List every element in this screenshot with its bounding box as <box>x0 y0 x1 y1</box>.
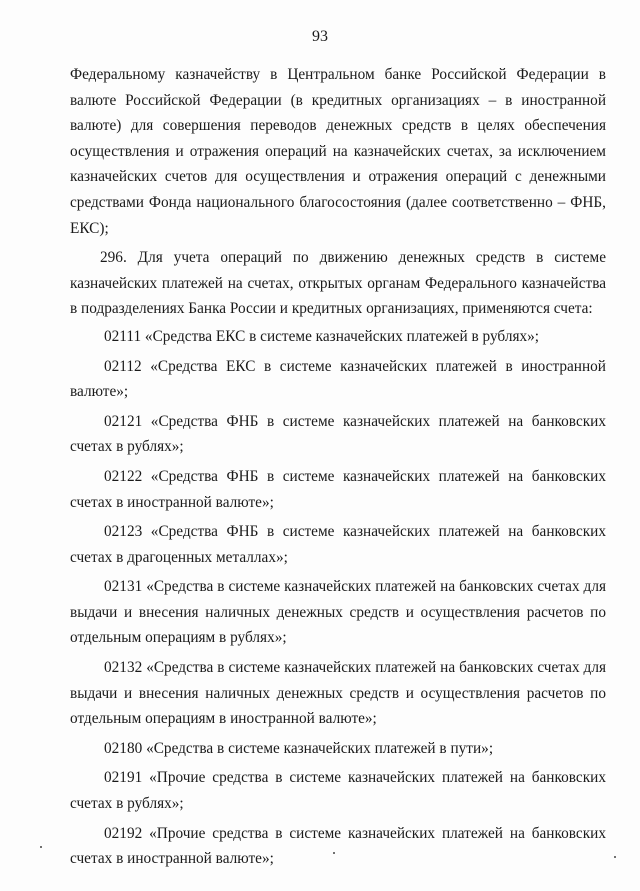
scan-speck <box>614 856 616 858</box>
account-02131: 02131 «Средства в системе казначейских платежей на банковских счетах для выдачи и внесения наличных денежных средств и осуществления расчетов по отдельным операциям в рублях»; <box>70 578 606 647</box>
account-02122: 02122 «Средства ФНБ в системе казначейских платежей на банковских счетах в иностранной валюте»; <box>70 467 606 511</box>
account-02191: 02191 «Прочие средства в системе казначейских платежей на банковских счетах в рублях»; <box>70 769 606 813</box>
account-02180: 02180 «Средства в системе казначейских платежей в пути»; <box>104 739 494 757</box>
paragraph-continuation: Федеральному казначейству в Центральном банке Российской Федерации в валюте Российской Федерации (в кредитных организациях – в иностранной валюте) для совершения переводов денежных средств в целях обеспечения осуществления и отражения операций на казначейских счетах, за исключением казначейских счетов для осуществления и отражения операций с денежными средствами Фонда национального благосостояния (далее соответственно – ФНБ, ЕКС); <box>70 66 606 237</box>
paragraph-296: 296. Для учета операций по движению денежных средств в системе казначейских платежей на счетах, открытых органам Федерального казначейства в подразделениях Банка России и кредитных организациях, применяются счета: <box>70 249 606 318</box>
account-02132: 02132 «Средства в системе казначейских платежей на банковских счетах для выдачи и внесения наличных денежных средств и осуществления расчетов по отдельным операциям в иностранной валюте»; <box>70 659 606 728</box>
scan-speck <box>333 852 335 854</box>
scan-speck <box>40 846 42 848</box>
document-body <box>70 62 606 872</box>
account-02112: 02112 «Средства ЕКС в системе казначейских платежей в иностранной валюте»; <box>70 357 606 401</box>
account-02192: 02192 «Прочие средства в системе казначейских платежей на банковских счетах в иностранной валюте»; <box>70 824 606 868</box>
page-number: 93 <box>312 28 328 45</box>
account-02123: 02123 «Средства ФНБ в системе казначейских платежей на банковских счетах в драгоценных металлах»; <box>70 523 606 566</box>
account-02111: 02111 «Средства ЕКС в системе казначейских платежей в рублях»; <box>104 327 540 345</box>
account-02121: 02121 «Средства ФНБ в системе казначейских платежей на банковских счетах в рублях»; <box>70 412 606 456</box>
